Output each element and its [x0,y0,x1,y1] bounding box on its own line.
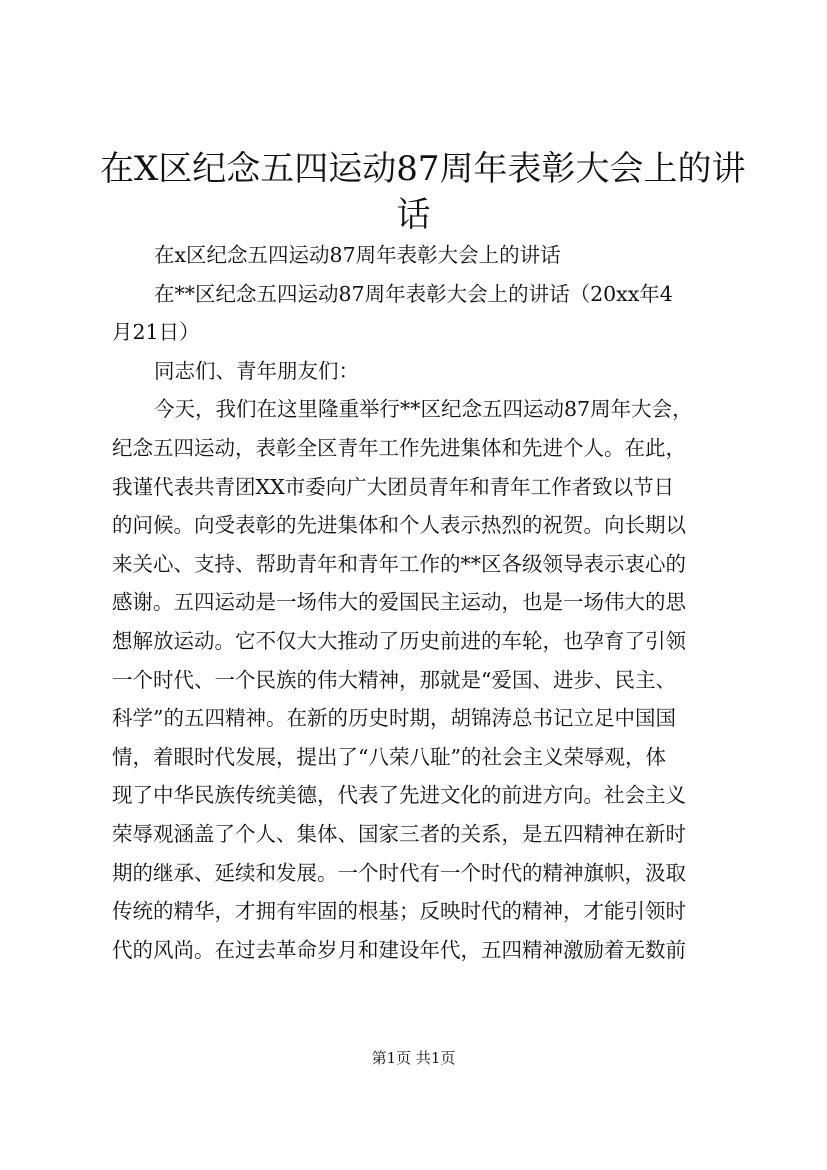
text-line: 同志们、青年朋友们： [154,358,359,383]
title-line-1: 在X区纪念五四运动87周年表彰大会上的讲 [100,149,746,189]
paragraph-dateline [112,275,740,352]
document-body [112,236,740,969]
document-title [100,146,746,238]
text-line: 代的风尚。在过去革命岁月和建设年代，五四精神激励着无数前 [112,937,686,962]
text-line: 纪念五四运动，表彰全区青年工作先进集体和先进个人。在此， [112,435,686,460]
text-line: 期的继承、延续和发展。一个时代有一个时代的精神旗帜，汲取 [112,860,686,885]
text-line: 在**区纪念五四运动87周年表彰大会上的讲话（20xx年4 [154,281,673,306]
text-line: 在x区纪念五四运动87周年表彰大会上的讲话 [154,243,561,267]
text-line: 想解放运动。它不仅大大推动了历史前进的车轮，也孕育了引领 [112,628,686,653]
text-line: 今天，我们在这里隆重举行**区纪念五四运动87周年大会， [154,397,693,422]
page-footer: 第1页 共1页 [371,1049,456,1067]
text-line: 感谢。五四运动是一场伟大的爱国民主运动，也是一场伟大的思 [112,590,686,615]
text-line: 科学”的五四精神。在新的历史时期，胡锦涛总书记立足中国国 [112,706,676,731]
text-line: 一个时代、一个民族的伟大精神，那就是“爱国、进步、民主、 [112,667,676,692]
paragraph-main [112,390,740,969]
text-line: 荣辱观涵盖了个人、集体、国家三者的关系，是五四精神在新时 [112,821,686,846]
paragraph-salutation [112,352,740,391]
text-line: 月21日） [112,320,200,345]
text-line: 现了中华民族传统美德，代表了先进文化的前进方向。社会主义 [112,783,686,808]
text-line: 来关心、支持、帮助青年和青年工作的**区各级领导表示衷心的 [112,551,686,576]
title-line-2: 话 [396,195,431,235]
text-line: 的问候。向受表彰的先进集体和个人表示热烈的祝贺。向长期以 [112,513,686,538]
text-line: 传统的精华，才拥有牢固的根基；反映时代的精神，才能引领时 [112,899,686,924]
text-line: 情，着眼时代发展，提出了“八荣八耻”的社会主义荣辱观，体 [112,744,666,769]
text-line: 我谨代表共青团XX市委向广大团员青年和青年工作者致以节日 [112,474,675,499]
paragraph-subtitle [112,236,740,275]
